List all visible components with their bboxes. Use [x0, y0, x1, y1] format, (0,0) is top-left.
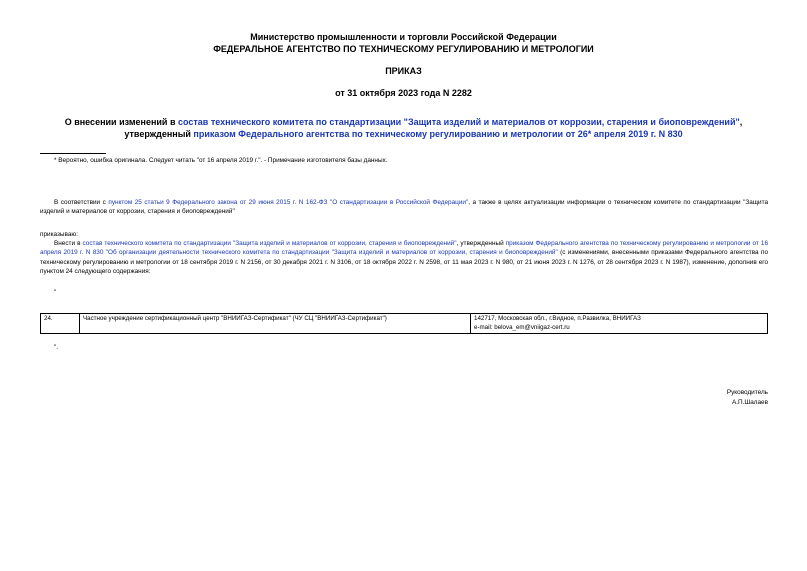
body-order-link[interactable]: приказом Федерального агентства по техническому регулированию и метрологии от 16 апреля 2019 г. N 830 "Об организации деятельности технического комитета по стандартизации "Защита изделий и материалов от коррозии, старения и биоповреждений": [40, 240, 768, 257]
document-date-number: от 31 октября 2023 года N 2282: [335, 88, 472, 98]
body-committee-link[interactable]: состав технического комитета по стандартизации "Защита изделий и материалов от коррозии, старения и биоповреждений": [82, 240, 457, 247]
preamble-text: В соответствии с: [54, 199, 109, 206]
footnote-divider: [40, 153, 106, 154]
row-number: 24.: [41, 314, 80, 334]
title-link-committee[interactable]: состав технического комитета по стандартизации "Защита изделий и материалов от коррозии, старения и биоповреждений": [178, 117, 740, 127]
title-comma: ,: [739, 117, 743, 127]
ministry-name: Министерство промышленности и торговли Российской Федерации: [250, 32, 557, 42]
body-paragraph: [40, 239, 768, 277]
signatory-role: Руководитель: [726, 389, 768, 396]
preamble-law-link[interactable]: пунктом 25 статьи 9 Федерального закона от 29 июня 2015 г. N 162-ФЗ "О стандартизации в Российской Федерации": [108, 199, 469, 206]
organization-contacts: [471, 314, 768, 334]
quote-open: ": [54, 289, 57, 296]
title-link-order[interactable]: приказом Федерального агентства по техническому регулированию и метрологии от 26* апреля 2019 г. N 830: [193, 129, 683, 139]
preamble-paragraph: [40, 198, 768, 217]
document-title-line-2: [0, 129, 807, 139]
order-word: приказываю:: [40, 231, 78, 238]
document-title-line-1: [0, 117, 807, 127]
body-text: Внести в: [54, 240, 83, 247]
body-text-2: , утвержденный: [456, 240, 506, 247]
body-text-3: (с изменениями, внесенными приказами Федерального агентства по техническому регулированию и метрологии от 18 сентября 2019 г. N 2156, от 30 декабря 2021 г. N 3106, от 18 октября 2022 г. N 2598, от 11 мая 2023 г. N 980, от 21 июня 2023 г. N 1276, от 28 сентября 2023 г. N 1987), изменение, дополнив его пунктом 24 следующего содержания:: [40, 249, 768, 276]
title-text: О внесении изменений в: [64, 117, 178, 127]
organization-address: 142717, Московская обл., г.Видное, п.Развилка, ВНИИГАЗ: [474, 315, 641, 322]
committee-members-table: [40, 313, 768, 334]
footnote: * Вероятно, ошибка оригинала. Следует читать "от 16 апреля 2019 г.". - Примечание изготовителя базы данных.: [54, 157, 388, 164]
signatory-name: А.П.Шалаев: [731, 399, 768, 406]
agency-name: ФЕДЕРАЛЬНОЕ АГЕНТСТВО ПО ТЕХНИЧЕСКОМУ РЕГУЛИРОВАНИЮ И МЕТРОЛОГИИ: [213, 44, 594, 54]
document-type: ПРИКАЗ: [385, 66, 422, 76]
title-text-approved: утвержденный: [124, 129, 194, 139]
preamble-text-2: , а также в целях актуализации информации о техническом комитете по стандартизации "Защита изделий и материалов от коррозии, старения и биоповреждений": [40, 199, 769, 216]
organization-email: e-mail: belova_em@vniigaz-cert.ru: [474, 323, 570, 331]
quote-close: ".: [54, 344, 59, 351]
table-row: [41, 314, 768, 334]
organization-name: Частное учреждение сертификационный центр "ВНИИГАЗ-Сертификат" (ЧУ СЦ "ВНИИГАЗ-Сертификат"): [80, 314, 471, 334]
